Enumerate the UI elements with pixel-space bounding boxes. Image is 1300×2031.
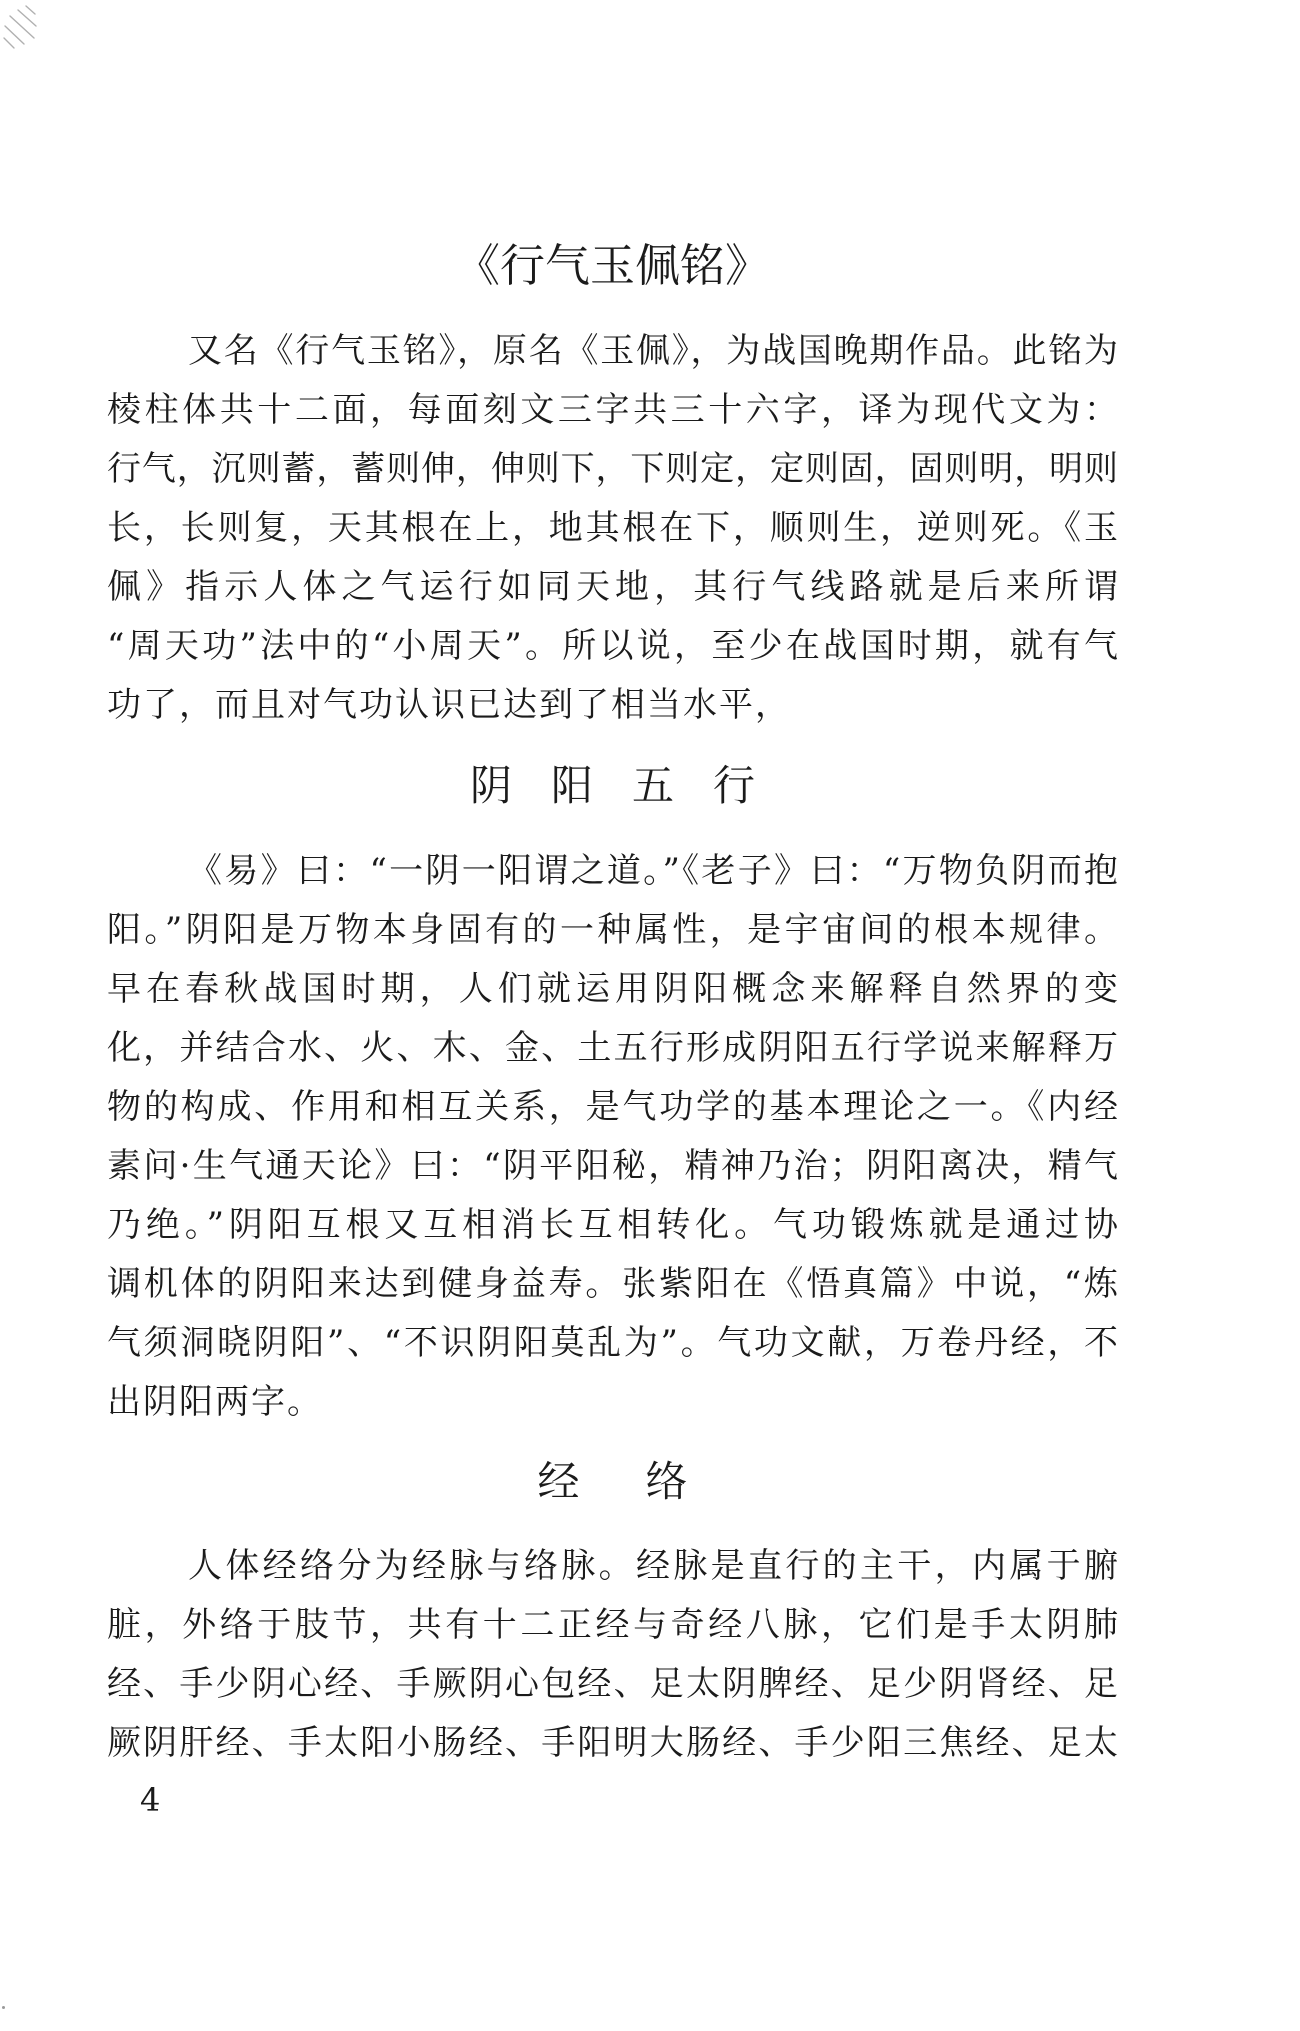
body-line: 气须洞晓阴阳”、“不识阴阳莫乱为”。气功文献，万卷丹经，不: [107, 1323, 1118, 1363]
body-line: “周天功”法中的“小周天”。所以说，至少在战国时期，就有气: [107, 626, 1118, 666]
body-line: 又名《行气玉铭》，原名《玉佩》，为战国晚期作品。此铭为: [188, 331, 1118, 371]
body-line: 功了，而且对气功认识已达到了相当水平，: [107, 685, 791, 725]
body-line: 物的构成、作用和相互关系，是气功学的基本理论之一。《内经: [107, 1087, 1118, 1127]
section-heading: 阴阳五行: [469, 761, 794, 810]
paragraph: [107, 322, 1118, 735]
watermark-stamp: [2, 2, 54, 58]
body-line: 佩》指示人体之气运行如同天地，其行气线路就是后来所谓: [107, 567, 1118, 607]
body-line: 调机体的阴阳来达到健身益寿。张紫阳在《悟真篇》中说，“炼: [107, 1264, 1118, 1304]
section-title: 《行气玉佩铭》: [454, 240, 770, 292]
body-line: 棱柱体共十二面，每面刻文三字共三十六字，译为现代文为：: [107, 390, 1118, 430]
body-line: 长，长则复，天其根在上，地其根在下，顺则生，逆则死。《玉: [107, 508, 1118, 548]
page-number: 4: [140, 1781, 161, 1819]
body-line: 化，并结合水、火、木、金、土五行形成阴阳五行学说来解释万: [107, 1028, 1118, 1068]
body-line: 乃绝。”阴阳互根又互相消长互相转化。气功锻炼就是通过协: [107, 1205, 1118, 1245]
body-line: 脏，外络于肢节，共有十二正经与奇经八脉，它们是手太阴肺: [107, 1605, 1118, 1645]
paragraph: [107, 1537, 1118, 1773]
body-line: 行气，沉则蓄，蓄则伸，伸则下，下则定，定则固，固则明，明则: [107, 449, 1118, 489]
body-line: 经、手少阴心经、手厥阴心包经、足太阴脾经、足少阴肾经、足: [107, 1664, 1118, 1704]
section-heading: 经络: [537, 1457, 754, 1506]
body-line: 《易》曰：“一阴一阳谓之道。”《老子》曰：“万物负阴而抱: [188, 851, 1118, 891]
scan-speck: [2, 2006, 5, 2009]
body-line: 厥阴肝经、手太阳小肠经、手阳明大肠经、手少阳三焦经、足太: [107, 1723, 1118, 1763]
body-line: 素问·生气通天论》曰：“阴平阳秘，精神乃治；阴阳离决，精气: [107, 1146, 1118, 1186]
body-line: 早在春秋战国时期，人们就运用阴阳概念来解释自然界的变: [107, 969, 1118, 1009]
body-line: 人体经络分为经脉与络脉。经脉是直行的主干，内属于腑: [188, 1546, 1118, 1586]
body-line: 阳。”阴阳是万物本身固有的一种属性，是宇宙间的根本规律。: [107, 910, 1118, 950]
paragraph: [107, 842, 1118, 1432]
body-line: 出阴阳两字。: [107, 1382, 323, 1422]
